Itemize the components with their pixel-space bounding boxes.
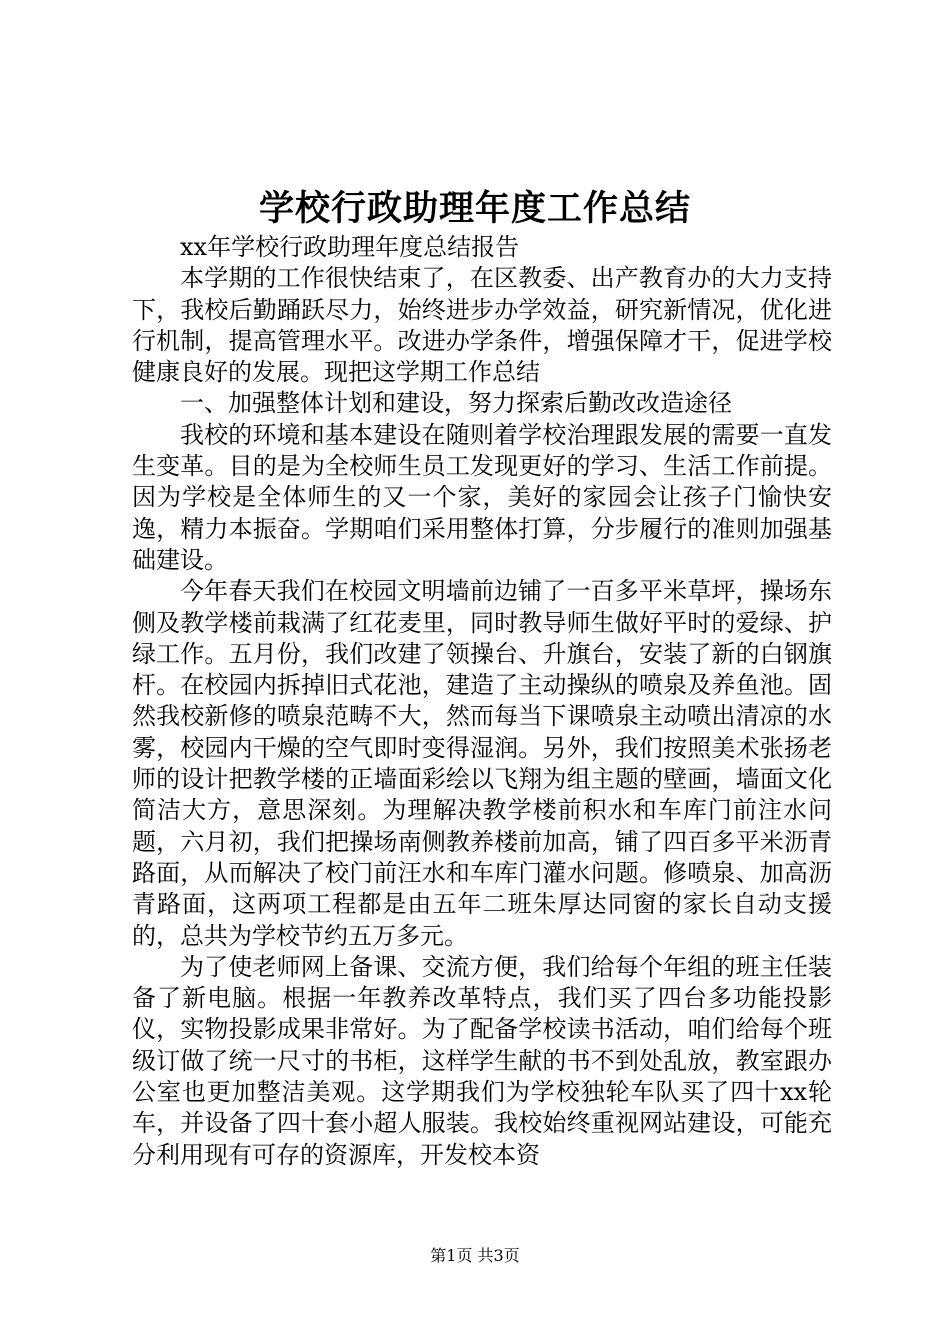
section-heading: 一、加强整体计划和建设，努力探索后勤改改造途径 — [180, 389, 732, 418]
paragraph-environment: 我校的环境和基本建设在随则着学校治理跟发展的需要一直发生变革。目的是为全校师生员工发现更好的学习、生活工作前提。因为学校是全体师生的又一个家，美好的家园会让孩子门愉快安逸，精力本振奋。学期咱们采用整体打算，分步履行的准则加强基础建设。 — [132, 420, 832, 574]
report-subtitle: xx年学校行政助理年度总结报告 — [180, 233, 520, 261]
paragraph-spring-works: 今年春天我们在校园文明墙前边铺了一百多平米草坪，操场东侧及教学楼前栽满了红花麦里，同时教导师生做好平时的爱绿、护绿工作。五月份，我们改建了领操台、升旗台，安装了新的白钢旗杆。在校园内拆掉旧式花池，建造了主动操纵的喷泉及养鱼池。固然我校新修的喷泉范畴不大，然而每当下课喷泉主动喷出清凉的水雾，校园内干燥的空气即时变得湿润。另外，我们按照美术张扬老师的设计把教学楼的正墙面彩绘以飞翔为组主题的壁画，墙面文化简洁大方，意思深刻。为理解决教学楼前积水和车库门前注水问题，六月初，我们把操场南侧教养楼前加高，铺了四百多平米沥青路面，从而解决了校门前汪水和车库门灌水问题。修喷泉、加高沥青路面，这两项工程都是由五年二班朱厚达同窗的家长自动支援的，总共为学校节约五万多元。 — [132, 577, 832, 950]
paragraph-equipment: 为了使老师网上备课、交流方便，我们给每个年组的班主任装备了新电脑。根据一年教养改革特点，我们买了四台多功能投影仪，实物投影成果非常好。为了配备学校读书活动，咱们给每个班级订做了统一尺寸的书柜，这样学生献的书不到处乱放，教室跟办公室也更加整洁美观。这学期我们为学校独轮车队买了四十xx轮车，并设备了四十套小超人服装。我校始终重视网站建设，可能充分利用现有可存的资源库，开发校本资 — [132, 952, 832, 1169]
page-footer: 第1页 共3页 — [430, 1246, 520, 1265]
document-body — [132, 232, 832, 1171]
document-title: 学校行政助理年度工作总结 — [258, 188, 691, 229]
paragraph-intro: 本学期的工作很快结束了，在区教委、出产教育办的大力支持下，我校后勤踊跃尽力，始终进步办学效益，研究新情况，优化进行机制，提高管理水平。改进办学条件，增强保障才干，促进学校健康良好的发展。现把这学期工作总结 — [132, 264, 832, 387]
